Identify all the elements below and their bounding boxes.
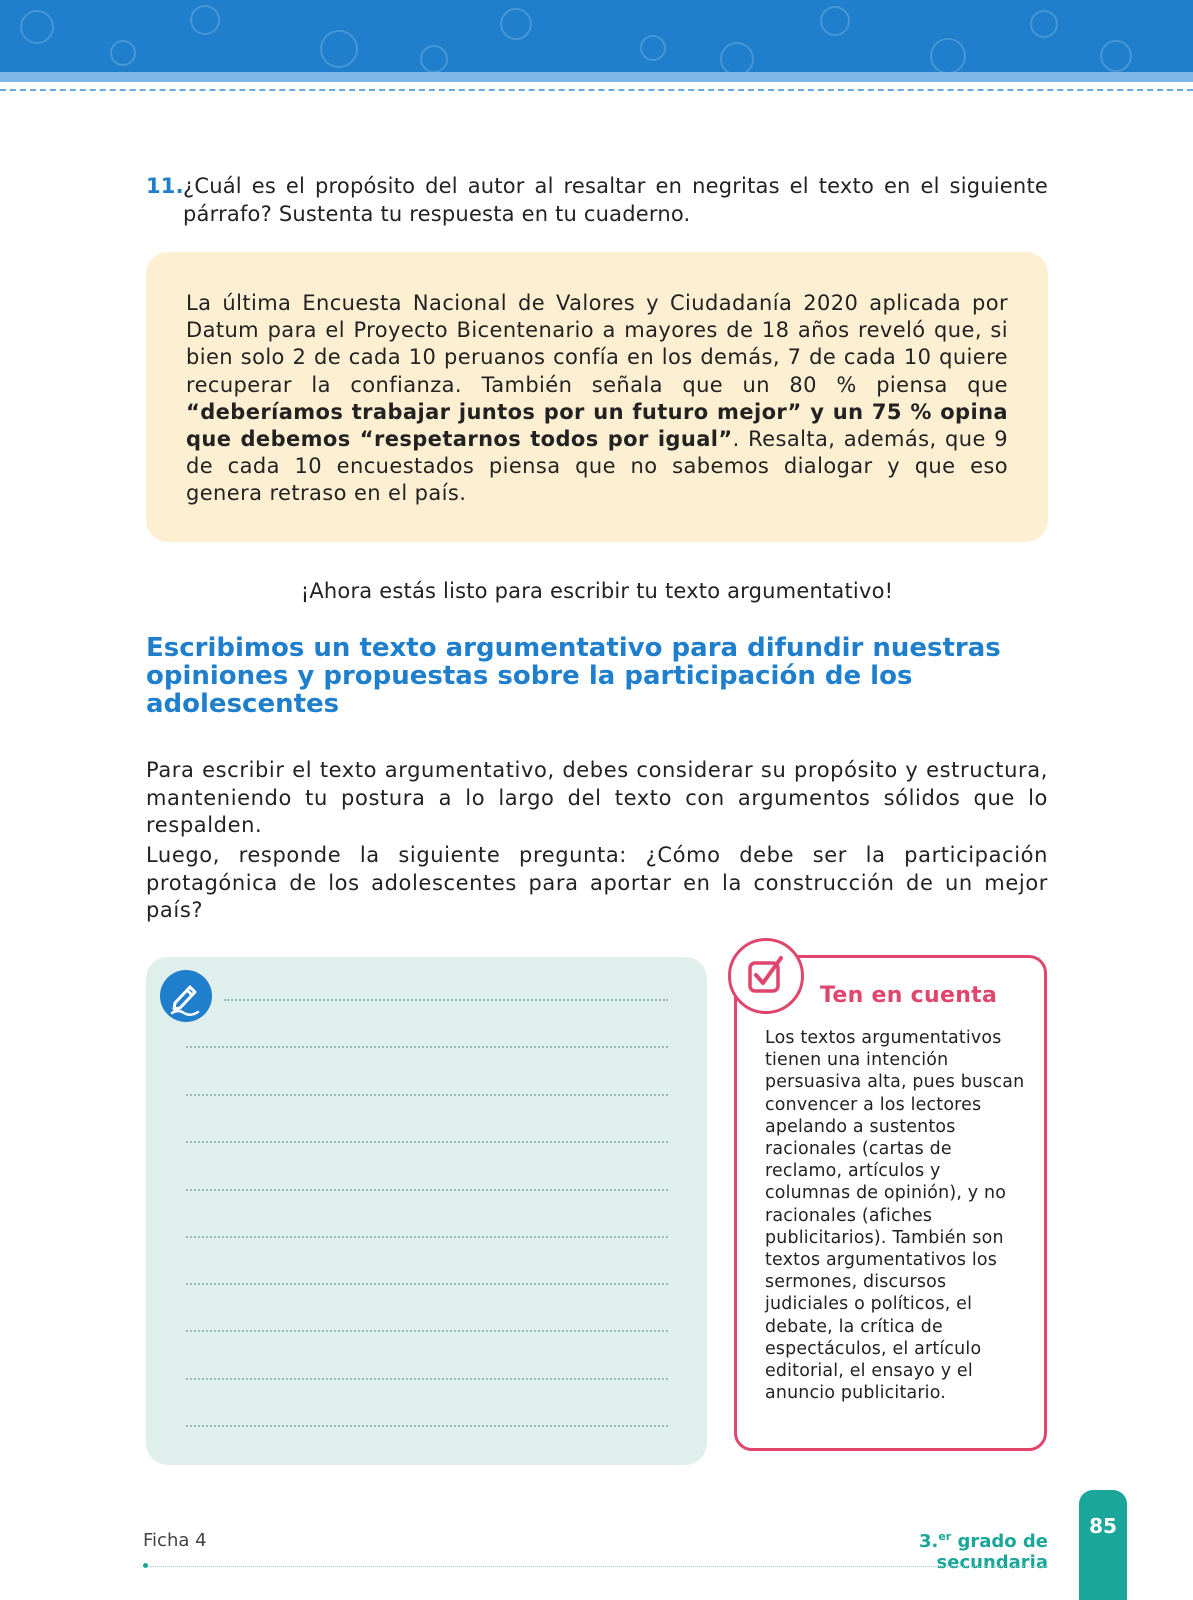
footer-worksheet-label: Ficha 4 bbox=[143, 1530, 207, 1551]
section-title: Escribimos un texto argumentativo para difundir nuestras opiniones y propuestas sobre la participación de los adolescentes bbox=[146, 633, 1001, 719]
writing-line bbox=[186, 1094, 668, 1096]
question-number: 11. bbox=[146, 174, 184, 198]
grade-ordinal: er bbox=[938, 1530, 952, 1543]
header-stripe bbox=[0, 72, 1193, 82]
footer-divider-dot bbox=[143, 1563, 148, 1568]
writing-line bbox=[186, 1236, 668, 1238]
writing-line bbox=[186, 1046, 668, 1048]
quote-box bbox=[146, 252, 1048, 542]
checkbox-icon bbox=[728, 938, 804, 1014]
page-number-tab bbox=[1079, 1490, 1127, 1600]
page-number: 85 bbox=[1089, 1514, 1117, 1538]
header-banner bbox=[0, 0, 1193, 72]
question-11 bbox=[146, 172, 1048, 228]
writing-line bbox=[186, 1283, 668, 1285]
writing-line bbox=[186, 1189, 668, 1191]
writing-line bbox=[186, 1425, 668, 1427]
question-text: ¿Cuál es el propósito del autor al resaltar en negritas el texto en el siguiente párrafo? Sustenta tu respuesta en tu cuaderno. bbox=[183, 174, 1048, 226]
tip-text: Los textos argumentativos tienen una intención persuasiva alta, pues buscan convencer a los lectores apelando a sustentos racionales (cartas de reclamo, artículos y columnas de opinión), y no racionales (afiches publicitarios). También son textos argumentativos los sermones, discursos judiciales o políticos, el debate, la crítica de espectáculos, el artículo editorial, el ensayo y el anuncio publicitario. bbox=[765, 1028, 1025, 1404]
quote-text-part2: . Resalta, además, que 9 de cada 10 encuestados piensa que no sabemos dialogar y que eso genera retraso en el país. bbox=[186, 427, 1009, 506]
writing-line bbox=[186, 1141, 668, 1143]
ready-line: ¡Ahora estás listo para escribir tu texto argumentativo! bbox=[300, 579, 894, 603]
quote-bold-text: “deberíamos trabajar juntos por un futuro mejor” y un 75 % opina que debemos “respetarnos todos por igual” bbox=[186, 399, 1008, 452]
tip-title: Ten en cuenta bbox=[820, 983, 998, 1008]
writing-area[interactable] bbox=[146, 957, 707, 1465]
writing-line bbox=[186, 1330, 668, 1332]
pencil-icon bbox=[160, 970, 212, 1022]
writing-line bbox=[186, 1378, 668, 1380]
quote-paragraph bbox=[186, 290, 1008, 508]
quote-text-part1: La última Encuesta Nacional de Valores y Ciudadanía 2020 aplicada por Datum para el Proyecto Bicentenario a mayores de 18 años reveló que, si bien solo 2 de cada 10 peruanos confía en los demás, 7 de cada 10 quiere recuperar la confianza. También señala que un 80 % piensa que bbox=[186, 291, 1008, 397]
grade-number: 3. bbox=[918, 1531, 939, 1552]
instruction-paragraph-1: Para escribir el texto argumentativo, debes considerar su propósito y estructura, manteniendo tu postura a lo largo del texto con argumentos sólidos que lo respalden. bbox=[146, 758, 1048, 837]
writing-line bbox=[224, 999, 668, 1001]
header-dashed-divider bbox=[0, 89, 1193, 91]
grade-text: grado de secundaria bbox=[936, 1531, 1048, 1573]
footer-divider bbox=[143, 1566, 1048, 1567]
instruction-paragraph-2: Luego, responde la siguiente pregunta: ¿Cómo debe ser la participación protagónica de los adolescentes para aportar en la construcción de un mejor país? bbox=[146, 843, 1048, 922]
